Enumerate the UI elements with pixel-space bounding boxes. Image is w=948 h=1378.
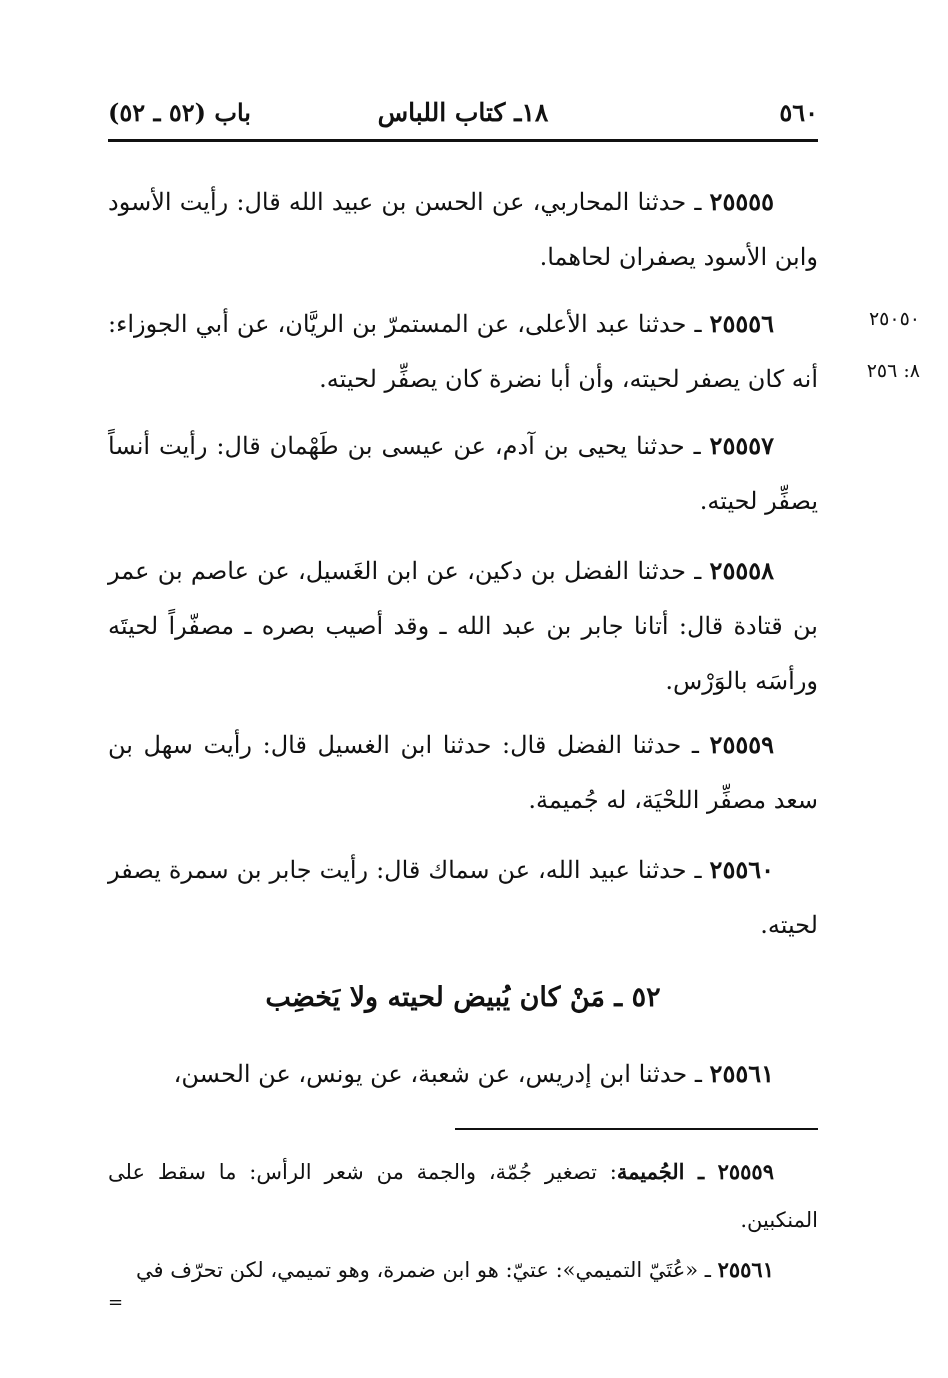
hadith-text: ـ حدثنا يحيى بن آدم، عن عيسى بن طَهْمان قال: رأيت أنساً يصفِّر لحيته. [108,432,818,515]
hadith-number: ٢٥٥٥٦ [709,309,774,338]
margin-ref: ٨: ٢٥٦ [866,360,920,382]
hadith-25560 [108,842,818,953]
hadith-text: ـ حدثنا الفضل بن دكين، عن ابن الغَسيل، عن عاصم بن عمر بن قتادة قال: أتانا جابر بن عبد الله ـ وقد أصيب بصره ـ مصفّراً لحيتَه ورأسَه بالوَرْس. [108,557,818,695]
running-header [108,94,818,134]
hadith-text: ـ حدثنا المحاربي، عن الحسن بن عبيد الله قال: رأيت الأسود وابن الأسود يصفران لحاهما. [108,188,818,271]
hadith-25561 [108,1046,818,1102]
header-rule [108,139,818,142]
page-number: ٥٦٠ [779,98,818,127]
chapter-range: باب (٥٢ ـ ٥٢) [108,98,251,127]
hadith-number: ٢٥٥٥٨ [709,556,774,585]
hadith-text: ـ حدثنا عبيد الله، عن سماك قال: رأيت جابر بن سمرة يصفر لحيته. [108,856,818,939]
footnote-text: : عتيّ: هو ابن ضمرة، وهو تميمي، لكن تحرّف في [136,1258,563,1282]
footnote-25561 [108,1246,818,1294]
margin-ref: ٢٥٠٥٠ [868,308,920,330]
hadith-25558 [108,543,818,709]
hadith-text: ـ حدثنا الفضل قال: حدثنا ابن الغسيل قال: رأيت سهل بن سعد مصفِّر اللحْيَة، له جُميمة. [108,731,818,814]
footnote-number: ٢٥٥٦١ [717,1257,774,1282]
hadith-25557 [108,418,818,529]
book-title: ١٨ـ كتاب اللباس [377,98,549,127]
footnote-25559 [108,1148,818,1244]
hadith-number: ٢٥٥٥٩ [709,730,774,759]
hadith-number: ٢٥٥٦١ [709,1059,774,1088]
footnote-text: : تصغير جُمّة، والجمة من شعر الرأس: ما سقط على المنكبين. [108,1160,818,1232]
hadith-number: ٢٥٥٥٥ [709,187,774,216]
footnote-rule [455,1128,818,1130]
hadith-25556 [108,296,818,407]
hadith-25555 [108,174,818,285]
hadith-text: ـ حدثنا عبد الأعلى، عن المستمرّ بن الريَّان، عن أبي الجوزاء: أنه كان يصفر لحيته، وأن أبا نضرة كان يصفِّر لحيته. [108,310,818,393]
footnote-lead: ـ «عُتَيّ التميمي» [562,1258,718,1282]
hadith-25559 [108,717,818,828]
chapter-heading: ٥٢ ـ مَنْ كان يُبيض لحيته ولا يَخضِب [265,982,661,1013]
footnote-continuation: = [108,1292,124,1313]
hadith-text: ـ حدثنا ابن إدريس، عن شعبة، عن يونس، عن الحسن، [173,1060,710,1088]
footnote-number: ٢٥٥٥٩ [717,1159,774,1184]
hadith-number: ٢٥٥٥٧ [709,431,774,460]
footnote-lead: ـ الجُميمة [616,1159,718,1184]
hadith-number: ٢٥٥٦٠ [709,855,774,884]
